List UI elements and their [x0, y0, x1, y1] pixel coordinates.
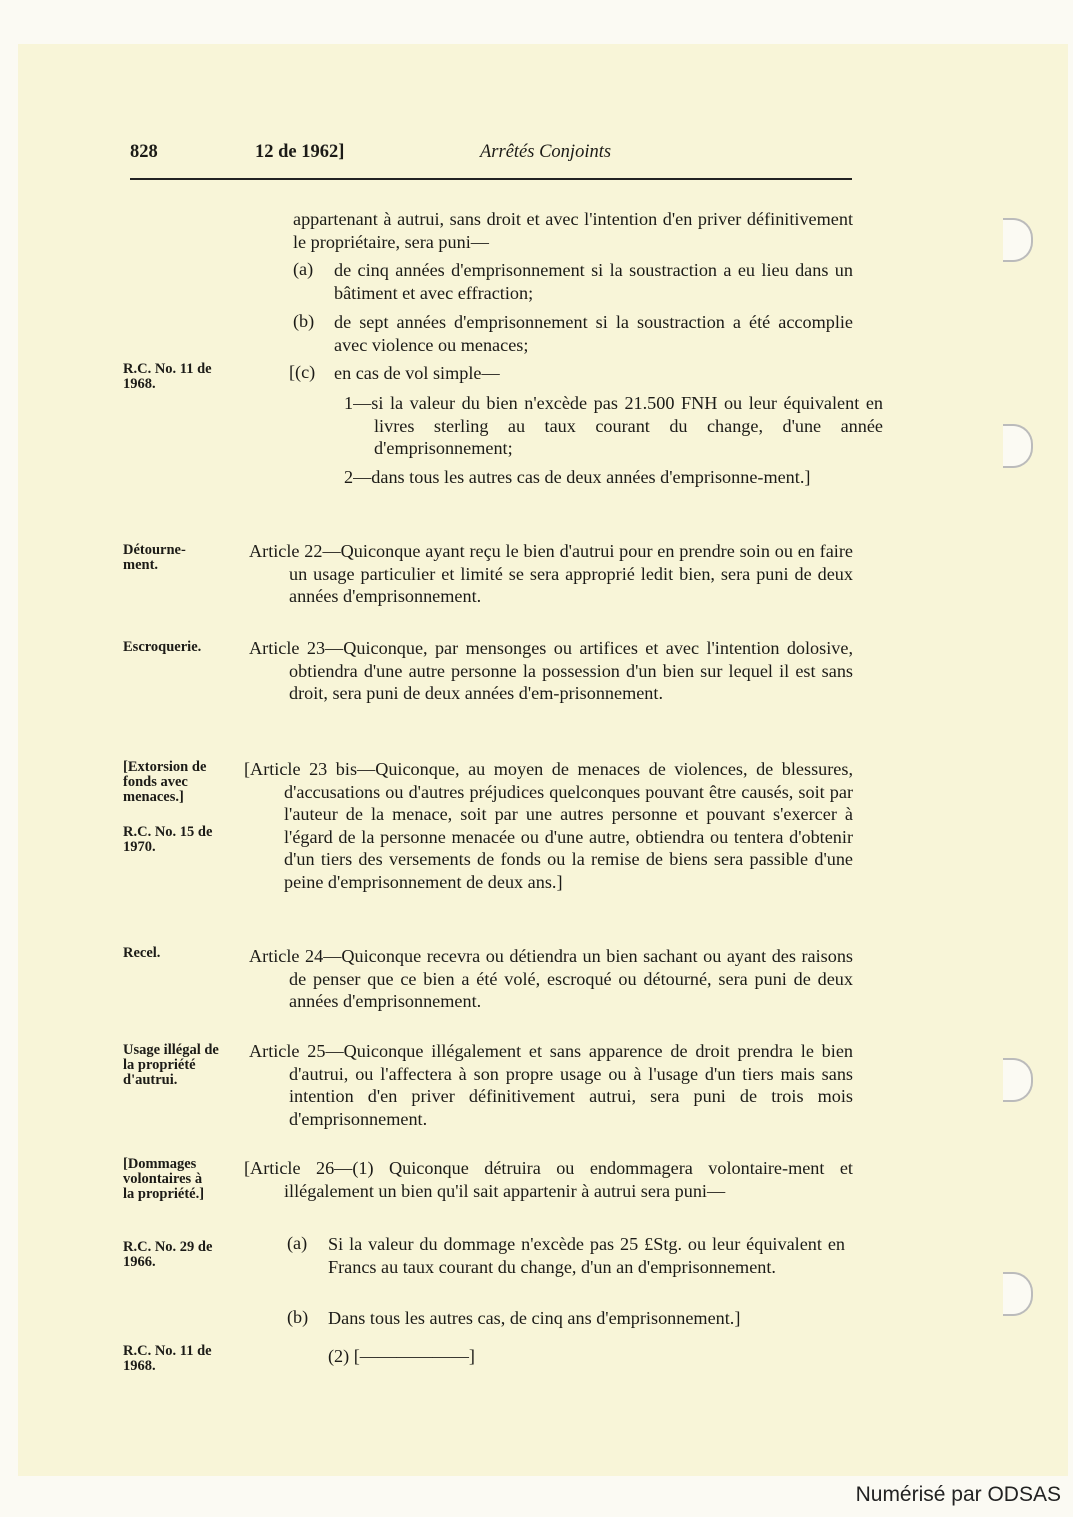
article-26-a-text: Si la valeur du dommage n'excède pas 25 £Stg. ou leur équivalent en Francs au taux courant du change, d'un an d'emprisonnement.: [328, 1234, 845, 1277]
running-title: Arrêtés Conjoints: [480, 142, 612, 162]
margin-note-rc-1966: R.C. No. 29 de 1966.: [123, 1239, 213, 1270]
margin-note-rc-1968: R.C. No. 11 de 1968.: [123, 361, 212, 392]
margin-note-usage: Usage illégal de la propriété d'autrui.: [123, 1042, 219, 1088]
margin-note-rc-1968-b: R.C. No. 11 de 1968.: [123, 1343, 212, 1374]
item-c1-text: 1—si la valeur du bien n'excède pas 21.500 FNH ou leur équivalent en livres sterling au taux courant du change, d'une année d'emprisonnement;: [344, 393, 883, 458]
margin-note-recel: Recel.: [123, 945, 161, 961]
item-b-text: de sept années d'emprisonnement si la soustraction a été accomplie avec violence ou menaces;: [334, 312, 853, 355]
margin-note-dommages: [Dommages volontaires à la propriété.]: [123, 1156, 205, 1202]
page-number: 828: [130, 142, 158, 162]
header-rule: [130, 178, 852, 180]
item-c-text: en cas de vol simple—: [334, 363, 500, 383]
article-24: Article 24—Quiconque recevra ou détiendra un bien sachant ou ayant des raisons de penser que ce bien a été volé, escroqué ou détourné, sera puni de deux années d'emprisonnement.: [249, 946, 853, 1011]
article-26: [Article 26—(1) Quiconque détruira ou endommagera volontaire-ment et illégalement un bien qu'il sait appartenir à autrui sera puni—: [244, 1158, 853, 1201]
item-a-label: (a): [293, 259, 314, 279]
item-c-label: [(c): [289, 362, 316, 382]
article-26-b-text: Dans tous les autres cas, de cinq ans d'emprisonnement.]: [328, 1308, 741, 1328]
margin-note-extorsion: [Extorsion de fonds avec menaces.]: [123, 759, 207, 805]
intro-paragraph: appartenant à autrui, sans droit et avec l'intention d'en priver définitivement le propriétaire, sera puni—: [293, 209, 853, 252]
article-26-paragraph-2: (2) [——————]: [328, 1346, 475, 1366]
margin-note-rc-1970: R.C. No. 15 de 1970.: [123, 824, 213, 855]
article-26-a-label: (a): [287, 1233, 308, 1253]
article-22: Article 22—Quiconque ayant reçu le bien d'autrui pour en prendre soin ou en faire un usage particulier et limité se sera approprié ledit bien, sera puni de deux années d'emprisonnement.: [249, 541, 853, 606]
article-25: Article 25—Quiconque illégalement et sans apparence de droit prendra le bien d'autrui, ou l'affectera à son propre usage ou à l'usage d'un tiers mais sans intention d'en priver définitivement autrui, sera puni de trois mois d'emprisonnement.: [249, 1041, 853, 1129]
item-a-text: de cinq années d'emprisonnement si la soustraction a eu lieu dans un bâtiment et avec effraction;: [334, 260, 853, 303]
margin-note-detournement: Détourne-ment.: [123, 542, 186, 573]
item-c2-text: 2—dans tous les autres cas de deux années d'emprisonne-ment.]: [344, 467, 811, 487]
article-23-bis: [Article 23 bis—Quiconque, au moyen de menaces de violences, de blessures, d'accusations ou d'autres préjudices quelconques pouvant être causés, soit par l'auteur de la menace, soit par une autres personne et pouvant s'exercer à l'égard de la personne menacée ou d'une autre, obtiendra ou tentera d'obtenir d'un tiers des versements de fonds ou la remise de biens sera passible d'une peine d'emprisonnement de deux ans.]: [244, 759, 853, 892]
item-b-label: (b): [293, 311, 315, 331]
year-reference: 12 de 1962]: [255, 142, 345, 162]
digitization-credit: Numérisé par ODSAS: [855, 1483, 1061, 1506]
article-23: Article 23—Quiconque, par mensonges ou artifices et avec l'intention dolosive, obtiendra d'une autre personne la possession d'un bien sur lequel il est sans droit, sera puni de deux années d'em-prisonnement.: [249, 638, 853, 703]
margin-note-escroquerie: Escroquerie.: [123, 639, 202, 655]
article-26-b-label: (b): [287, 1307, 309, 1327]
